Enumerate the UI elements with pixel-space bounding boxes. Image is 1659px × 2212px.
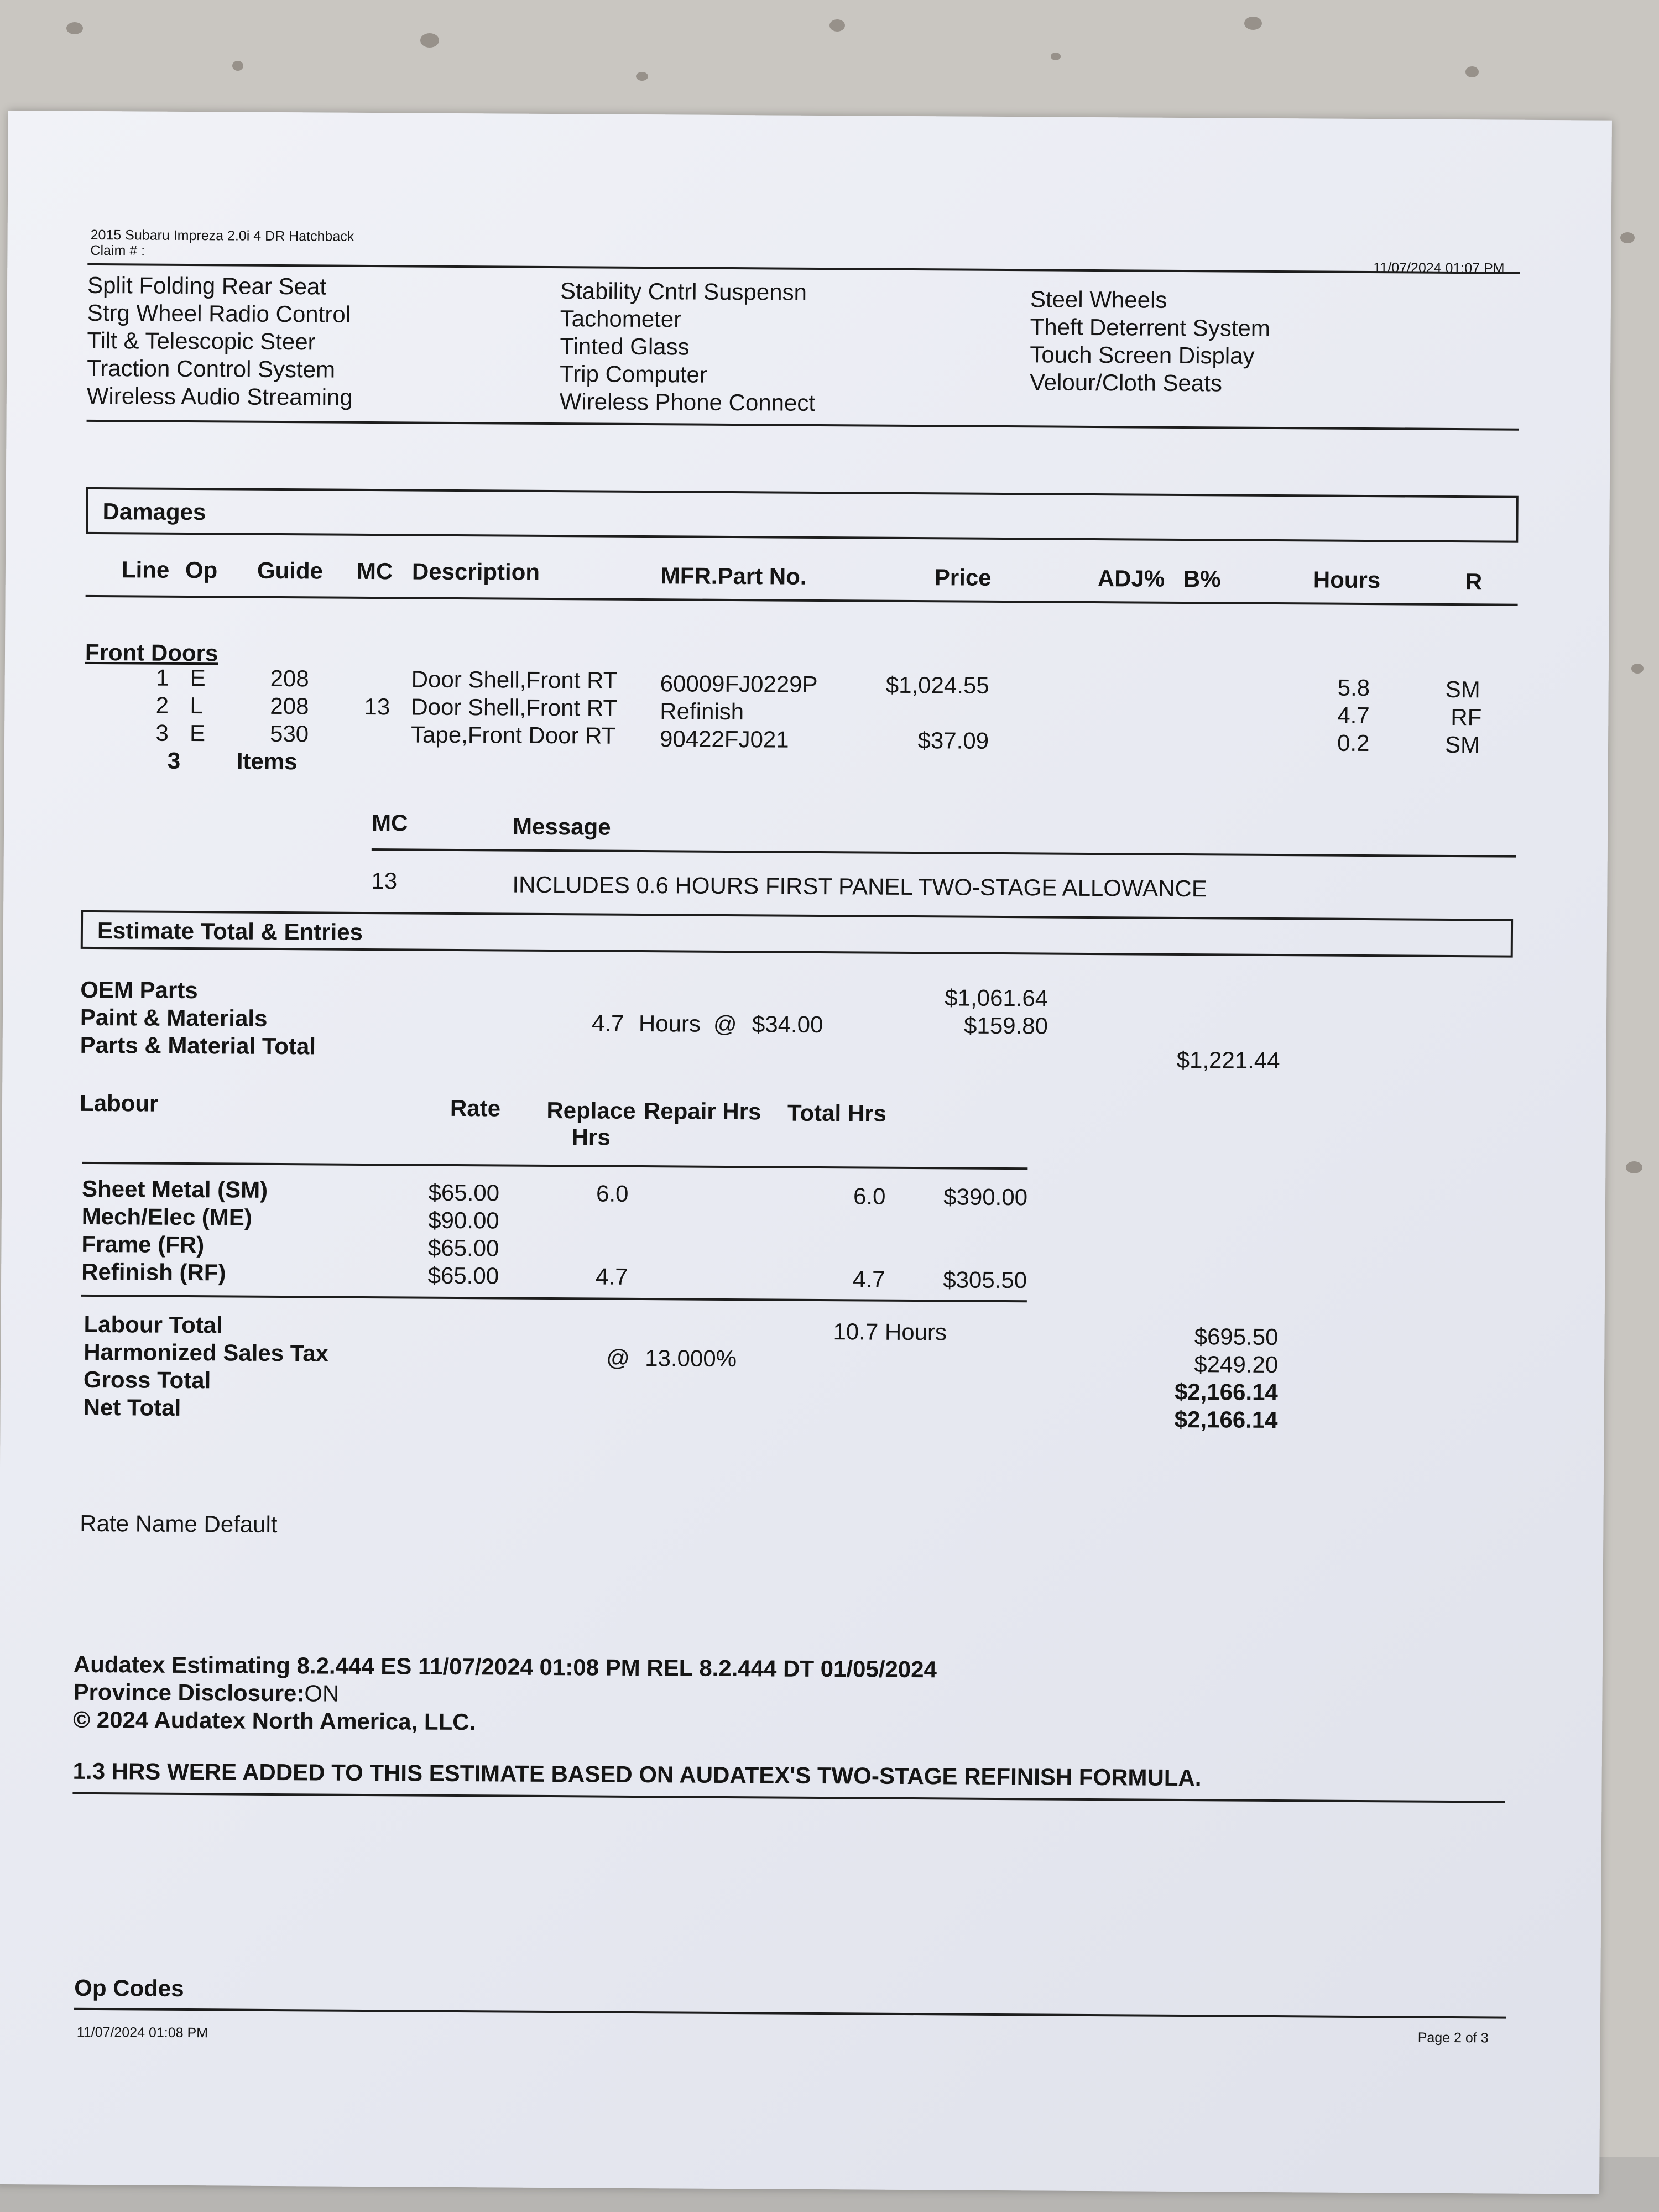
- province-value: ON: [304, 1680, 340, 1707]
- gross-total-label: Gross Total: [83, 1366, 211, 1394]
- option-item: Traction Control System: [87, 354, 336, 383]
- col-header-bpct: B%: [1183, 565, 1221, 592]
- options-column-2: [560, 277, 816, 417]
- copyright: © 2024 Audatex North America, LLC.: [73, 1706, 476, 1735]
- mc: 13: [364, 693, 390, 720]
- description: Tape,Front Door RT: [410, 721, 616, 749]
- header-printed-date: 11/07/2024 01:07 PM: [1373, 260, 1505, 276]
- labour-repair-header: Repair Hrs: [643, 1098, 761, 1125]
- item-count: 3: [167, 747, 181, 774]
- part-number: Refinish: [660, 698, 744, 725]
- option-item: Tilt & Telescopic Steer: [87, 327, 316, 355]
- labour-total-hrs: 6.0: [853, 1183, 886, 1209]
- option-item: Tachometer: [560, 305, 682, 332]
- option-item: Split Folding Rear Seat: [87, 272, 327, 300]
- paint-hours-label: Hours: [638, 1010, 701, 1037]
- items-label: Items: [236, 748, 298, 775]
- price: $37.09: [917, 727, 989, 754]
- tax-amount: $249.20: [1194, 1351, 1279, 1378]
- labour-total-hrs: 4.7: [852, 1266, 885, 1292]
- net-total-label: Net Total: [83, 1394, 181, 1421]
- labour-rate: $65.00: [427, 1234, 499, 1261]
- labour-header-rule: [82, 1162, 1027, 1170]
- col-header-description: Description: [411, 558, 540, 585]
- labour-amount: $305.50: [943, 1266, 1027, 1293]
- estimate-page: [0, 111, 1612, 2194]
- col-header-part: MFR.Part No.: [660, 562, 807, 589]
- guide: 530: [269, 720, 309, 747]
- estimate-title: Estimate Total & Entries: [97, 917, 363, 945]
- labour-type: SM: [1445, 676, 1480, 703]
- part-number: 60009FJ0229P: [660, 670, 818, 697]
- paint-amount: $159.80: [963, 1012, 1048, 1039]
- refinish-notice: 1.3 HRS WERE ADDED TO THIS ESTIMATE BASED ON AUDATEX'S TWO-STAGE REFINISH FORMULA.: [72, 1757, 1202, 1791]
- labour-rows-rule: [81, 1295, 1027, 1302]
- option-item: Wireless Audio Streaming: [86, 382, 353, 410]
- notice-rule: [72, 1792, 1505, 1803]
- paint-rate: $34.00: [752, 1011, 823, 1038]
- options-rule: [87, 420, 1519, 431]
- option-item: Strg Wheel Radio Control: [87, 299, 351, 327]
- damages-title: Damages: [102, 498, 206, 525]
- col-header-adj: ADJ%: [1097, 565, 1165, 592]
- paint-at: @: [713, 1010, 737, 1037]
- section-front-doors: Front Doors: [85, 639, 218, 666]
- rate-name: Rate Name Default: [80, 1510, 278, 1538]
- option-item: Tinted Glass: [560, 333, 690, 360]
- op-code: E: [189, 720, 206, 747]
- damages-section-box: [86, 487, 1518, 543]
- labour-amount: [886, 1239, 1027, 1240]
- oem-parts-label: OEM Parts: [80, 976, 198, 1004]
- col-header-mc: MC: [356, 557, 393, 585]
- vehicle-title: 2015 Subaru Impreza 2.0i 4 DR Hatchback: [90, 227, 354, 244]
- line-number: 2: [155, 692, 169, 718]
- labour-header: Labour: [79, 1089, 159, 1117]
- description: Door Shell,Front RT: [411, 666, 618, 693]
- guide: 208: [270, 665, 309, 692]
- damages-header-rule: [86, 595, 1518, 606]
- labour-total-amount: $695.50: [1194, 1323, 1279, 1350]
- option-item: Steel Wheels: [1030, 286, 1167, 313]
- col-header-r: R: [1465, 568, 1483, 595]
- net-total-amount: $2,166.14: [1174, 1406, 1278, 1433]
- tax-at: @: [606, 1344, 630, 1371]
- tax-rate: 13.000%: [645, 1345, 737, 1372]
- op-codes-label: Op Codes: [74, 1974, 184, 2002]
- oem-parts-amount: $1,061.64: [945, 984, 1048, 1011]
- labour-label: Refinish (RF): [81, 1258, 226, 1286]
- line-number: 3: [155, 719, 169, 746]
- labour-total-label: Labour Total: [84, 1311, 223, 1338]
- message-rule: [372, 848, 1516, 858]
- labour-type: RF: [1451, 703, 1482, 731]
- parts-total-label: Parts & Material Total: [80, 1031, 316, 1060]
- province-disclosure: [73, 1679, 339, 1707]
- col-header-op: Op: [185, 556, 218, 583]
- gross-total-amount: $2,166.14: [1174, 1378, 1279, 1406]
- description: Door Shell,Front RT: [411, 693, 618, 721]
- hours: 4.7: [1337, 702, 1370, 729]
- message-code: 13: [371, 868, 398, 894]
- labour-label: Mech/Elec (ME): [81, 1203, 253, 1230]
- labour-total-hours: 10.7 Hours: [833, 1318, 947, 1345]
- footer-printed-date: 11/07/2024 01:08 PM: [76, 2024, 208, 2041]
- labour-rate-header: Rate: [450, 1094, 501, 1121]
- parts-total-amount: $1,221.44: [1176, 1046, 1280, 1074]
- message-text: INCLUDES 0.6 HOURS FIRST PANEL TWO-STAGE ALLOWANCE: [512, 871, 1207, 902]
- option-item: Stability Cntrl Suspensn: [560, 278, 807, 305]
- claim-label: Claim # :: [90, 242, 145, 259]
- labour-label: Frame (FR): [81, 1230, 205, 1258]
- province-label: Province Disclosure:: [73, 1678, 305, 1707]
- paint-hours: 4.7: [591, 1010, 624, 1036]
- option-item: Wireless Phone Connect: [559, 388, 816, 416]
- col-header-price: Price: [934, 564, 992, 591]
- labour-type: SM: [1444, 731, 1480, 758]
- option-item: Touch Screen Display: [1030, 341, 1255, 369]
- col-header-guide: Guide: [257, 557, 324, 584]
- paint-label: Paint & Materials: [80, 1004, 268, 1031]
- footer-rule: [74, 2008, 1506, 2019]
- audatex-version: Audatex Estimating 8.2.444 ES 11/07/2024 01:08 PM REL 8.2.444 DT 01/05/2024: [73, 1651, 937, 1683]
- labour-replace: 4.7: [595, 1263, 628, 1290]
- option-item: Theft Deterrent System: [1030, 314, 1270, 341]
- page-number: Page 2 of 3: [1417, 2030, 1489, 2046]
- message-header: Message: [512, 813, 611, 840]
- guide: 208: [270, 692, 309, 719]
- op-code: E: [190, 665, 206, 691]
- labour-total-hrs-header: Total Hrs: [787, 1099, 887, 1126]
- options-column-3: [1030, 285, 1270, 398]
- col-header-hours: Hours: [1313, 566, 1381, 593]
- option-item: Trip Computer: [559, 361, 708, 388]
- price: $1,024.55: [885, 671, 989, 698]
- labour-replace-header: Replace Hrs: [546, 1097, 636, 1150]
- hours: 5.8: [1337, 674, 1370, 701]
- line-number: 1: [155, 664, 169, 691]
- price: [834, 699, 989, 700]
- option-item: Velour/Cloth Seats: [1029, 369, 1223, 397]
- tax-label: Harmonized Sales Tax: [84, 1338, 329, 1366]
- labour-amount: $390.00: [943, 1183, 1028, 1211]
- labour-amount: [886, 1211, 1027, 1212]
- labour-rate: $65.00: [427, 1262, 499, 1289]
- op-code: L: [190, 692, 203, 719]
- labour-rate: $90.00: [428, 1207, 499, 1234]
- message-mc-header: MC: [372, 810, 408, 836]
- labour-rate: $65.00: [428, 1179, 500, 1206]
- options-column-1: [87, 272, 353, 411]
- hours: 0.2: [1337, 729, 1370, 757]
- part-number: 90422FJ021: [659, 726, 789, 753]
- col-header-line: Line: [121, 556, 170, 583]
- labour-replace: 6.0: [596, 1180, 629, 1207]
- labour-label: Sheet Metal (SM): [81, 1175, 268, 1203]
